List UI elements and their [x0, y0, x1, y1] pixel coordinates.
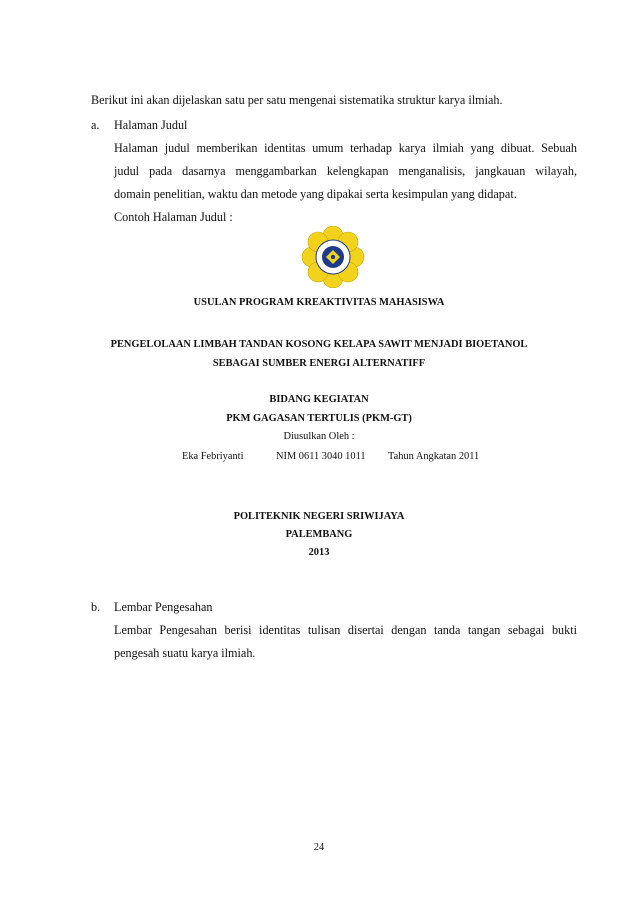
section-a-line-3: domain penelitian, waktu dan metode yang dipakai serta kesimpulan yang didapat.	[114, 187, 517, 201]
section-a-marker: a.	[91, 118, 100, 132]
example-label: Contoh Halaman Judul :	[114, 210, 233, 224]
section-b-line-2: pengesah suatu karya ilmiah.	[114, 646, 256, 660]
author-year: Tahun Angkatan 2011	[388, 451, 480, 462]
section-a-heading: Halaman Judul	[114, 118, 188, 132]
proposal-year: 2013	[308, 547, 330, 558]
section-a-line-1: Halaman judul memberikan identitas umum terhadap karya ilmiah yang dibuat. Sebuah	[114, 141, 577, 155]
institution-city: PALEMBANG	[285, 529, 353, 540]
page-number: 24	[313, 842, 325, 853]
politeknik-logo	[297, 226, 369, 288]
program-title: USULAN PROGRAM KREAKTIVITAS MAHASISWA	[193, 297, 445, 308]
intro-paragraph: Berikut ini akan dijelaskan satu per satu mengenai sistematika struktur karya ilmiah.	[91, 93, 503, 107]
section-b-line-1: Lembar Pengesahan berisi identitas tulisan disertai dengan tanda tangan sebagai bukti	[114, 623, 577, 637]
section-b-heading: Lembar Pengesahan	[114, 600, 213, 614]
institution-name: POLITEKNIK NEGERI SRIWIJAYA	[233, 511, 405, 522]
proposed-by-label: Diusulkan Oleh :	[283, 431, 355, 442]
section-a-line-2: judul pada dasarnya menggambarkan kelengkapan menganalisis, jangkauan wilayah,	[114, 164, 577, 178]
author-name: Eka Febriyanti	[182, 451, 244, 462]
proposal-title-line-2: SEBAGAI SUMBER ENERGI ALTERNATIFF	[212, 358, 426, 369]
proposal-title-line-1: PENGELOLAAN LIMBAH TANDAN KOSONG KELAPA SAWIT MENJADI BIOETANOL	[110, 339, 528, 350]
field-label: BIDANG KEGIATAN	[269, 394, 369, 405]
field-value: PKM GAGASAN TERTULIS (PKM-GT)	[226, 413, 412, 424]
section-b-marker: b.	[91, 600, 101, 614]
author-nim: NIM 0611 3040 1011	[276, 451, 366, 462]
